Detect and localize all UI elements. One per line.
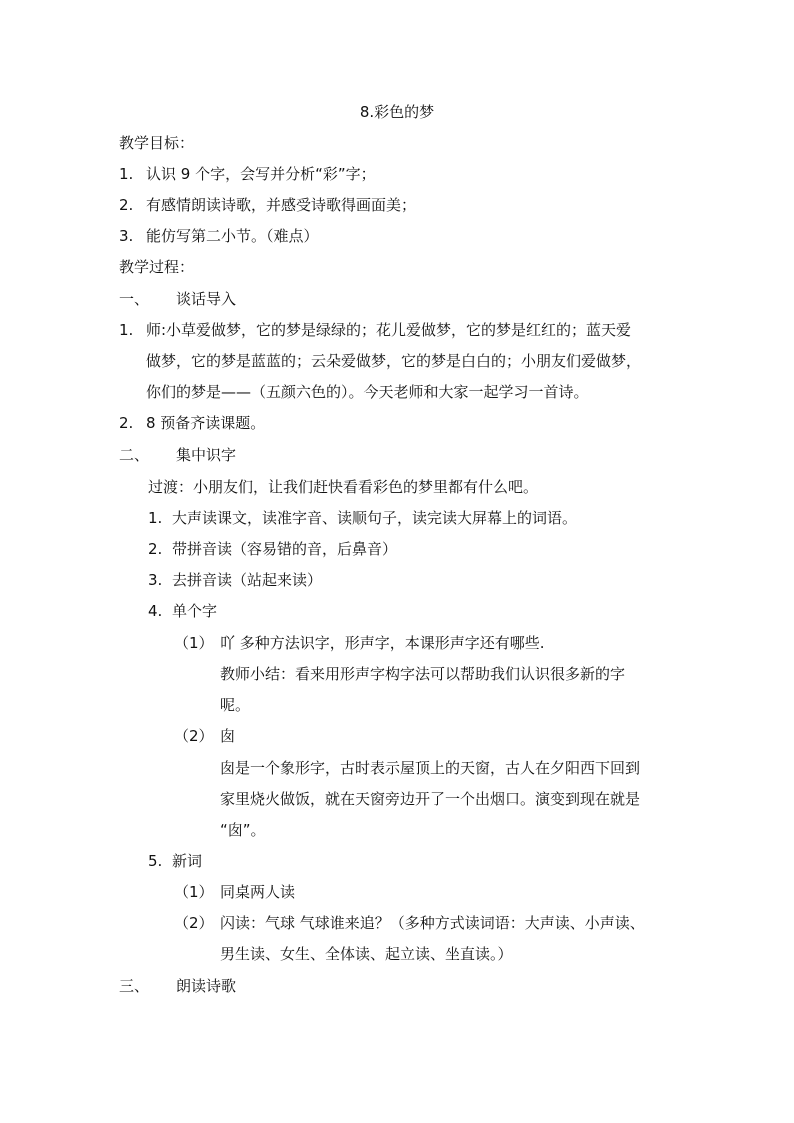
item-text: 单个字 <box>172 602 218 620</box>
subitem-text-line: 教师小结：看来用形声字构字法可以帮助我们认识很多新的字 <box>220 665 626 683</box>
item-number: 4. <box>148 602 163 620</box>
item-text-line: 8 预备齐读课题。 <box>146 414 266 432</box>
document-title: 8.彩色的梦 <box>359 103 435 121</box>
section-title: 朗读诗歌 <box>176 977 237 995</box>
objectives-heading: 教学目标： <box>119 134 195 152</box>
subitem-text-line: 呢。 <box>220 696 251 714</box>
section-number: 二、 <box>119 446 150 464</box>
subitem-text-line: 囱是一个象形字，古时表示屋顶上的天窗，古人在夕阳西下回到 <box>220 759 641 777</box>
objective-text: 有感情朗读诗歌，并感受诗歌得画面美； <box>146 196 417 214</box>
subitem-number: （1） <box>174 883 214 901</box>
subitem-text-line: 囱 <box>220 727 236 745</box>
subitem-text-line: 男生读、女生、全体读、起立读、坐直读。） <box>220 945 513 963</box>
item-text: 新词 <box>172 852 203 870</box>
objective-number: 1. <box>119 165 134 183</box>
subitem-text-line: “囱”。 <box>220 821 266 839</box>
item-text: 去拼音读（站起来读） <box>172 571 323 589</box>
section-number: 一、 <box>119 290 150 308</box>
section-title: 集中识字 <box>176 446 237 464</box>
item-number: 2. <box>119 414 134 432</box>
objective-number: 3. <box>119 227 134 245</box>
section-number: 三、 <box>119 977 150 995</box>
subitem-text-line: 吖 多种方法识字，形声字，本课形声字还有哪些. <box>220 634 545 652</box>
transition-text: 过渡：小朋友们，让我们赶快看看彩色的梦里都有什么吧。 <box>148 478 539 496</box>
subitem-number: （1） <box>174 634 214 652</box>
objective-number: 2. <box>119 196 134 214</box>
item-number: 3. <box>148 571 163 589</box>
item-text-line: 你们的梦是——（五颜六色的）。今天老师和大家一起学习一首诗。 <box>146 383 589 401</box>
section-title: 谈话导入 <box>176 290 237 308</box>
item-number: 2. <box>148 540 163 558</box>
objective-text: 能仿写第二小节。（难点） <box>146 227 319 245</box>
item-number: 1. <box>148 509 163 527</box>
item-text: 大声读课文，读准字音、读顺句子，读完读大屏幕上的词语。 <box>172 509 578 527</box>
subitem-text-line: 家里烧火做饭，就在天窗旁边开了一个出烟口。演变到现在就是 <box>220 790 641 808</box>
objective-text: 认识 9 个字，会写并分析“彩”字； <box>146 165 376 183</box>
item-number: 1. <box>119 321 134 339</box>
item-text-line: 做梦，它的梦是蓝蓝的；云朵爱做梦，它的梦是白白的；小朋友们爱做梦， <box>146 352 642 370</box>
subitem-text-line: 闪读：气球 气球谁来追？（多种方式读词语：大声读、小声读、 <box>220 914 645 932</box>
subitem-number: （2） <box>174 727 214 745</box>
item-number: 5. <box>148 852 163 870</box>
item-text: 带拼音读（容易错的音，后鼻音） <box>172 540 398 558</box>
process-heading: 教学过程： <box>119 258 195 276</box>
subitem-number: （2） <box>174 914 214 932</box>
subitem-text-line: 同桌两人读 <box>220 883 296 901</box>
item-text-line: 师:小草爱做梦，它的梦是绿绿的；花儿爱做梦，它的梦是红红的；蓝天爱 <box>146 321 632 339</box>
